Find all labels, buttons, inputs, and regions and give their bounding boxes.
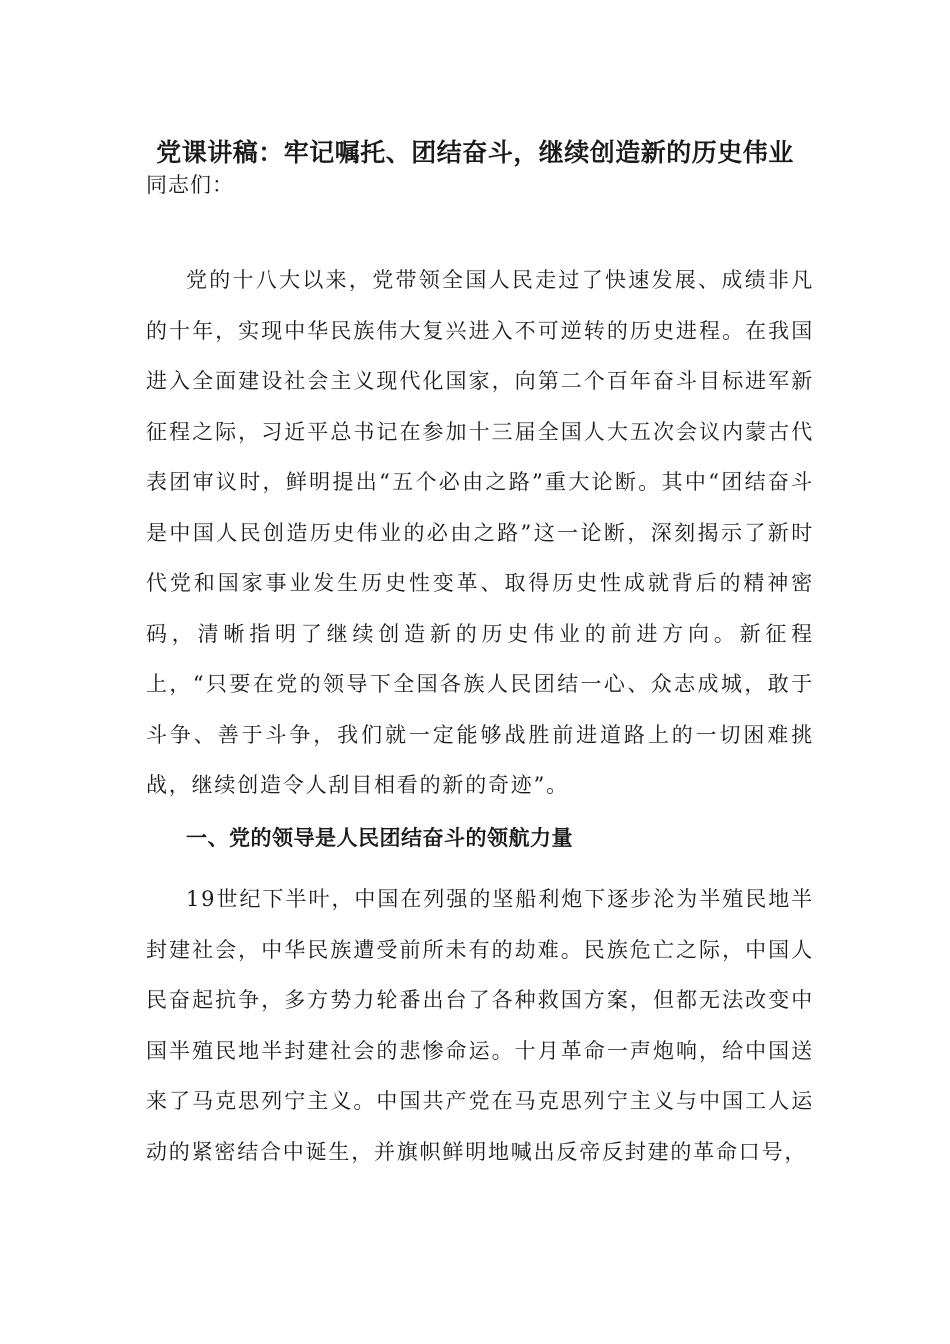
salutation: 同志们：	[146, 173, 234, 197]
section-heading: 一、党的领导是人民团结奋斗的领航力量	[186, 826, 573, 850]
paragraph-intro: 党的十八大以来，党带领全国人民走过了快速发展、成绩非凡的十年，实现中华民族伟大复兴进入不可逆转的历史进程。在我国进入全面建设社会主义现代化国家，向第二个百年奋斗目标进军新征程之际，习近平总书记在参加十三届全国人大五次会议内蒙古代表团审议时，鲜明提出“五个必由之路”重大论断。其中“团结奋斗是中国人民创造历史伟业的必由之路”这一论断，深刻揭示了新时代党和国家事业发生历史性变革、取得历史性成就背后的精神密码，清晰指明了继续创造新的历史伟业的前进方向。新征程上，“只要在党的领导下全国各族人民团结一心、众志成城，敢于斗争、善于斗争，我们就一定能够战胜前进道路上的一切困难挑战，继续创造令人刮目相看的新的奇迹”。	[146, 268, 814, 797]
paragraph-section-one: 19世纪下半叶，中国在列强的坚船利炮下逐步沦为半殖民地半封建社会，中华民族遭受前所未有的劫难。民族危亡之际，中国人民奋起抗争，多方势力轮番出台了各种救国方案，但都无法改变中国半殖民地半封建社会的悲惨命运。十月革命一声炮响，给中国送来了马克思列宁主义。中国共产党在马克思列宁主义与中国工人运动的紧密结合中诞生，并旗帜鲜明地喊出反帝反封建的革命口号，	[146, 887, 814, 1164]
document-title: 党课讲稿：牢记嘱托、团结奋斗，继续创造新的历史伟业	[156, 138, 794, 167]
